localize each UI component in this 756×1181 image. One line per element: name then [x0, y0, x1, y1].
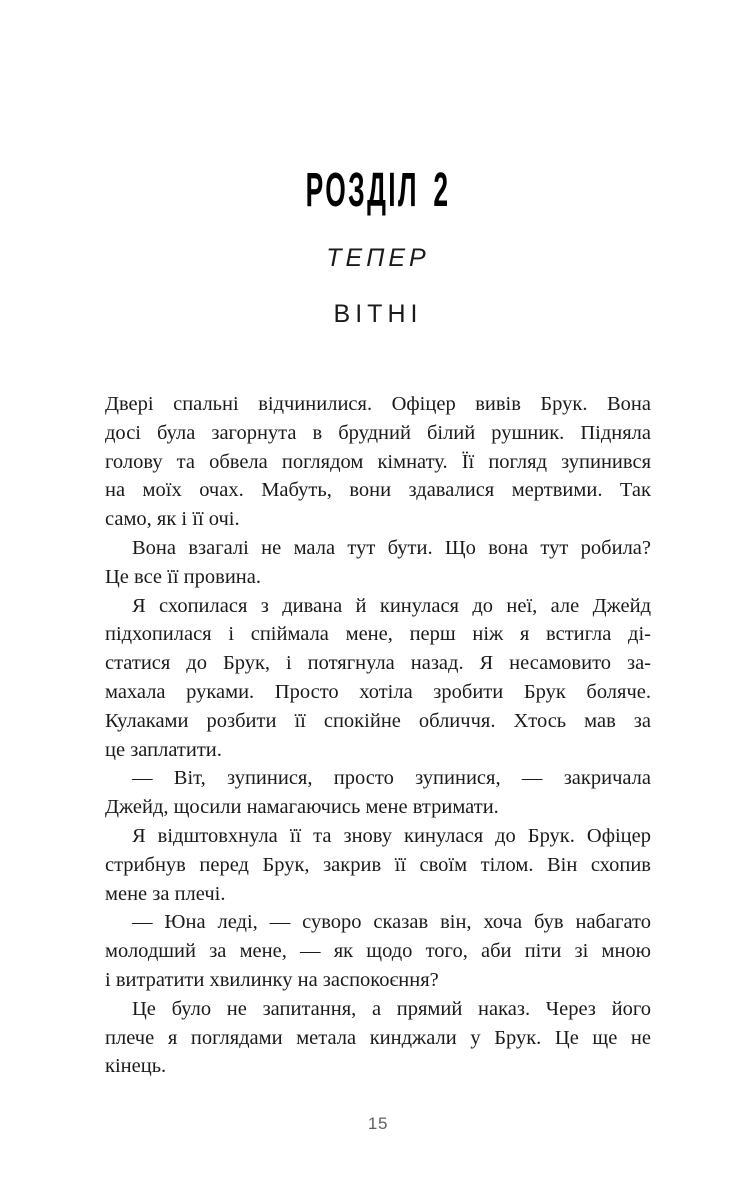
text-line: Це все її провина. — [105, 565, 261, 588]
body-text — [105, 390, 651, 1081]
paragraph — [105, 390, 651, 534]
text-line: підхопилася і спіймала мене, перш ніж я встигла ді- — [105, 623, 651, 646]
text-line: — Віт, зупинися, просто зупинися, — закричала — [132, 767, 651, 790]
text-line: Це було не запитання, а прямий наказ. Через його — [132, 997, 651, 1020]
paragraph — [105, 822, 651, 908]
text-line: молодший за мене, — як щодо того, аби піти зі мною — [105, 940, 651, 963]
text-line: Вона взагалі не мала тут бути. Що вона тут робила? — [132, 536, 651, 559]
page-number: 15 — [367, 1114, 389, 1133]
paragraph — [105, 764, 651, 822]
text-line: статися до Брук, і потягнула назад. Я несамовито за- — [105, 652, 651, 675]
text-line: Я схопилася з дивана й кинулася до неї, але Джейд — [132, 594, 651, 617]
text-line: махала руками. Просто хотіла зробити Брук боляче. — [105, 680, 651, 703]
pov-name: ВІТНІ — [333, 300, 423, 328]
text-line: мене за плечі. — [105, 882, 226, 905]
text-line: само, як і її очі. — [105, 508, 240, 531]
text-line: кінець. — [105, 1055, 167, 1078]
paragraph — [105, 534, 651, 592]
text-line: на моїх очах. Мабуть, вони здавалися мертвими. Так — [105, 479, 651, 502]
paragraph — [105, 592, 651, 765]
text-line: голову та обвела поглядом кімнату. Її погляд зупинився — [105, 450, 651, 473]
paragraph — [105, 908, 651, 994]
chapter-heading: РОЗДІЛ 2 — [305, 164, 451, 217]
text-line: Двері спальні відчинилися. Офіцер вивів Брук. Вона — [105, 393, 651, 415]
text-line: це заплатити. — [105, 738, 222, 761]
text-line: досі була загорнута в брудний білий рушник. Підняла — [105, 421, 651, 444]
chapter-subtitle: ТЕПЕР — [326, 244, 430, 272]
text-line: Джейд, щосили намагаючись мене втримати. — [105, 796, 499, 819]
text-line: Я відштовхнула її та знову кинулася до Брук. Офіцер — [132, 824, 651, 847]
text-line: стрибнув перед Брук, закрив її своїм тілом. Він схопив — [105, 853, 651, 876]
text-line: Кулаками розбити її спокійне обличчя. Хтось мав за — [105, 709, 651, 732]
paragraph — [105, 995, 651, 1081]
text-line: — Юна леді, — суворо сказав він, хоча був набагато — [132, 911, 651, 934]
text-line: і витратити хвилинку на заспокоєння? — [105, 968, 439, 991]
text-line: плече я поглядами метала кинджали у Брук. Це ще не — [105, 1026, 651, 1049]
